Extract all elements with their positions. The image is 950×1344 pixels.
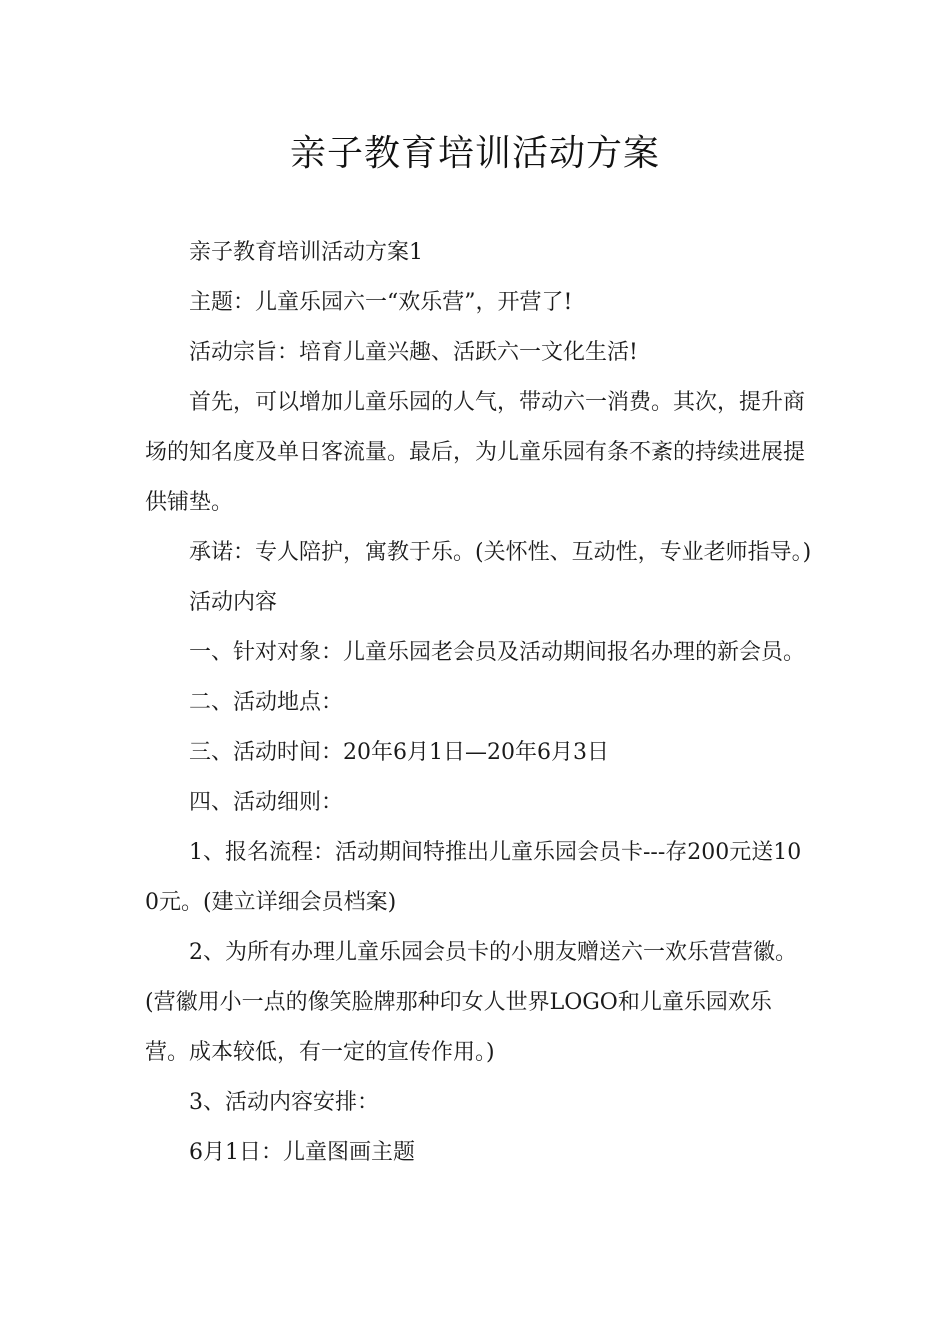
document-title: 亲子教育培训活动方案 [289, 133, 660, 174]
section-heading: 亲子教育培训活动方案1 [189, 240, 423, 265]
paragraph-location: 二、活动地点： [189, 690, 344, 715]
paragraph-benefits: 首先，可以增加儿童乐园的人气，带动六一消费。其次，提升商场的知名度及单日客流量。最后，为儿童乐园有条不紊的持续进展提供铺垫。 [145, 390, 806, 515]
paragraph-content-heading: 活动内容 [189, 590, 278, 615]
paragraph-time: 三、活动时间：20年6月1日—20年6月3日 [189, 740, 609, 765]
paragraph-theme: 主题：儿童乐园六一“欢乐营”，开营了! [189, 290, 573, 315]
paragraph-schedule-heading: 3、活动内容安排： [189, 1090, 379, 1115]
paragraph-target: 一、针对对象：儿童乐园老会员及活动期间报名办理的新会员。 [189, 640, 806, 665]
paragraph-promise: 承诺：专人陪护，寓教于乐。(关怀性、互动性，专业老师指导。) [189, 540, 812, 565]
paragraph-registration: 1、报名流程：活动期间特推出儿童乐园会员卡---存200元送100元。(建立详细会员档案) [145, 840, 802, 915]
paragraph-purpose: 活动宗旨：培育儿童兴趣、活跃六一文化生活! [189, 340, 638, 365]
document-body [145, 228, 815, 1178]
paragraph-badge: 2、为所有办理儿童乐园会员卡的小朋友赠送六一欢乐营营徽。(营徽用小一点的像笑脸牌那种印女人世界LOGO和儿童乐园欢乐营。成本较低，有一定的宣传作用。) [145, 940, 797, 1065]
paragraph-rules-heading: 四、活动细则： [189, 790, 344, 815]
paragraph-june-1: 6月1日：儿童图画主题 [189, 1140, 415, 1165]
